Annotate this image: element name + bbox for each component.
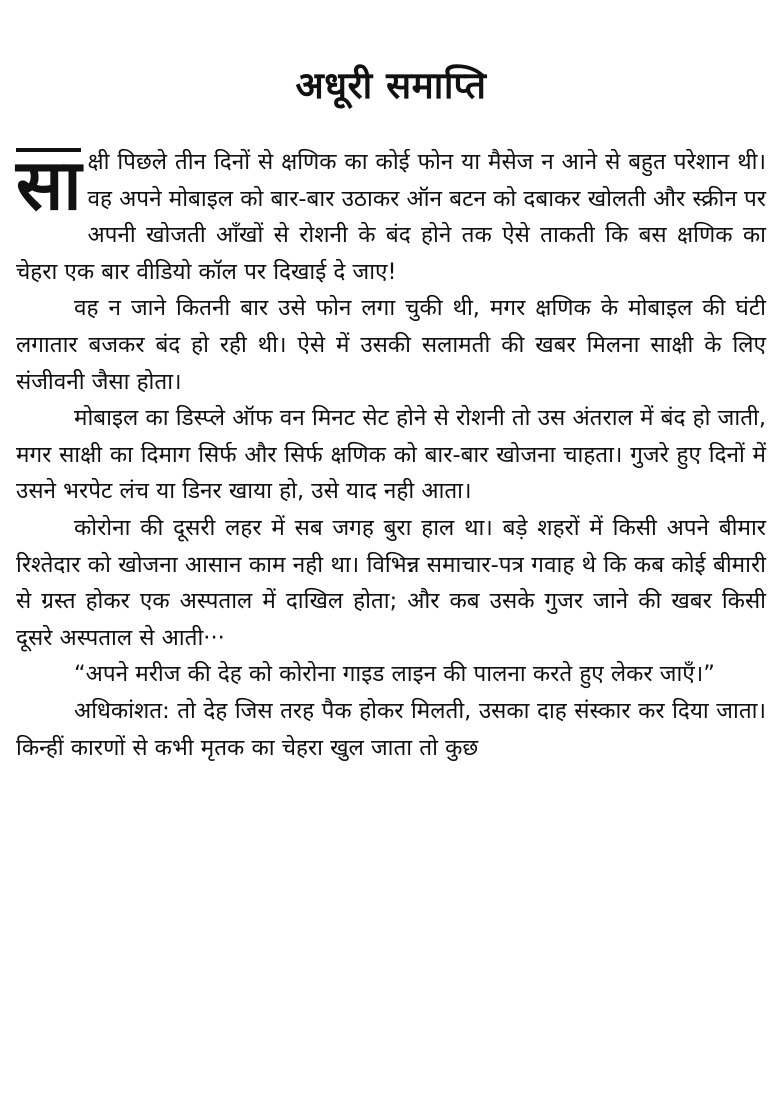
paragraph-3: मोबाइल का डिस्प्ले ऑफ वन मिनट सेट होने से रोशनी तो उस अंतराल में बंद हो जाती, मगर साक्षी का दिमाग सिर्फ और सिर्फ क्षणिक को बार-बार खोजना चाहता। गुजरे हुए दिनों में उसने भरपेट लंच या डिनर खाया हो, उसे याद नही आता।	[16, 405, 766, 505]
chapter-title: अधूरी समाप्ति	[295, 64, 487, 107]
paragraph-2: वह न जाने कितनी बार उसे फोन लगा चुकी थी, मगर क्षणिक के मोबाइल की घंटी लगातार बजकर बंद हो रही थी। ऐसे में उसकी सलामती की खबर मिलना साक्षी के लिए संजीवनी जैसा होता।	[16, 295, 766, 395]
paragraph-6: अधिकांशत: तो देह जिस तरह पैक होकर मिलती, उसका दाह संस्कार कर दिया जाता। किन्हीं कारणों से कभी मृतक का चेहरा खुल जाता तो कुछ	[16, 697, 766, 761]
paragraph-5: “अपने मरीज की देह को कोरोना गाइड लाइन की पालना करते हुए लेकर जाएँ।”	[74, 661, 715, 688]
drop-cap: सा	[16, 144, 82, 226]
paragraph-1	[16, 144, 766, 290]
paragraph-1-text: क्षी पिछले तीन दिनों से क्षणिक का कोई फोन या मैसेज न आने से बहुत परेशान थी। वह अपने मोबाइल को बार-बार उठाकर ऑन बटन को दबाकर खोलती और स्क्रीन पर अपनी खोजती आँखों से रोशनी के बंद होने तक ऐसे ताकती कि बस क्षणिक का चेहरा एक बार वीडियो कॉल पर दिखाई दे जाए!	[16, 149, 766, 285]
paragraph-4: कोरोना की दूसरी लहर में सब जगह बुरा हाल था। बड़े शहरों में किसी अपने बीमार रिश्तेदार को खोजना आसान काम नही था। विभिन्न समाचार-पत्र गवाह थे कि कब कोई बीमारी से ग्रस्त होकर एक अस्पताल में दाखिल होता; और कब उसके गुजर जाने की खबर किसी दूसरे अस्पताल से आती···	[16, 514, 766, 651]
story-body	[16, 144, 766, 766]
